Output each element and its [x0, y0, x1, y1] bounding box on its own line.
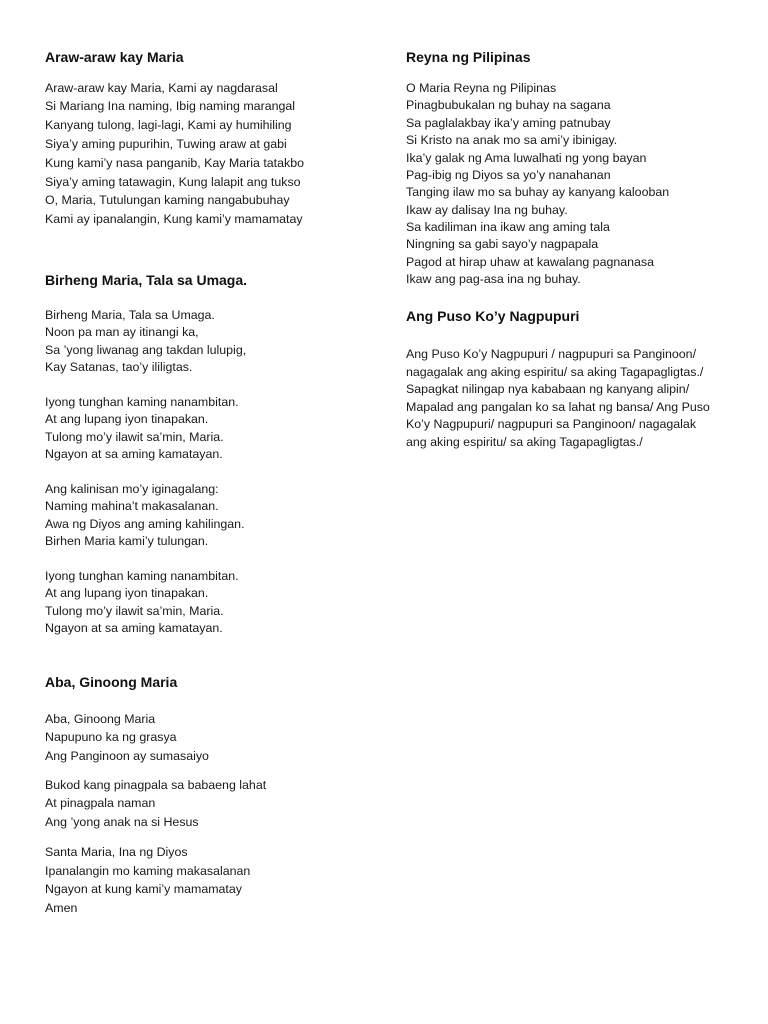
verse-line: Awa ng Diyos ang aming kahilingan. [45, 517, 245, 531]
section-title-araw-araw: Araw-araw kay Maria [45, 49, 184, 65]
verse-line: Si Kristo na anak mo sa ami’y ibinigay. [406, 133, 618, 147]
verse-line: Kanyang tulong, lagi-lagi, Kami ay humihiling [45, 118, 292, 132]
verse-line: Napupuno ka ng grasya [45, 730, 177, 744]
section-title-ang-puso-koy-nagpupuri: Ang Puso Ko’y Nagpupuri [406, 308, 580, 324]
verse-line: Ika’y galak ng Ama luwalhati ng yong bayan [406, 151, 647, 165]
verse-line: Sa paglalakbay ika’y aming patnubay [406, 116, 611, 130]
verse-line: Ikaw ang pag-asa ina ng buhay. [406, 272, 581, 286]
verse-line: Tulong mo’y ilawit sa’min, Maria. [45, 604, 224, 618]
verse-line: Aba, Ginoong Maria [45, 712, 156, 726]
verse-line: Tulong mo’y ilawit sa’min, Maria. [45, 430, 224, 444]
verse-line: Ang ’yong anak na si Hesus [45, 815, 199, 829]
hymn-paragraph: Ang Puso Ko’y Nagpupuri / nagpupuri sa Panginoon/ nagagalak ang aking espiritu/ sa aking Tagapagligtas./ Sapagkat nilingap nya kababaan ng kanyang alipin/ Mapalad ang pangalan ko sa lahat ng bansa/ Ang Puso Ko’y Nagpupuri/ nagpupuri sa Panginoon/ nagagalak ang aking espiritu/ sa aking Tagapagligtas./ [406, 347, 710, 449]
verse-line: Siya’y aming pupurihin, Tuwing araw at gabi [45, 137, 287, 151]
section-title-aba-ginoong-maria: Aba, Ginoong Maria [45, 674, 178, 690]
verse-line: Pagod at hirap uhaw at kawalang pagnanasa [406, 255, 655, 269]
verse-line: Naming mahina’t makasalanan. [45, 499, 219, 513]
verse-line: Ang Panginoon ay sumasaiyo [45, 749, 209, 763]
verse-line: Ngayon at kung kami’y mamamatay [45, 882, 242, 896]
verse-line: Araw-araw kay Maria, Kami ay nagdarasal [45, 81, 278, 95]
verse-line: Iyong tunghan kaming nanambitan. [45, 395, 239, 409]
verse-line: At ang lupang iyon tinapakan. [45, 412, 209, 426]
verse-line: Bukod kang pinagpala sa babaeng lahat [45, 778, 267, 792]
section-title-birheng-maria: Birheng Maria, Tala sa Umaga. [45, 272, 248, 288]
verse-line: Kung kami’y nasa panganib, Kay Maria tatakbo [45, 156, 304, 170]
verse-line: Ningning sa gabi sayo’y nagpapala [406, 237, 599, 251]
verse-line: Pinagbubukalan ng buhay na sagana [406, 98, 611, 112]
verse-line: Santa Maria, Ina ng Diyos [45, 845, 188, 859]
verse-line: Tanging ilaw mo sa buhay ay kanyang kalooban [406, 185, 670, 199]
verse-line: Sa ’yong liwanag ang takdan lulupig, [45, 343, 247, 357]
verse-line: Ngayon at sa aming kamatayan. [45, 447, 223, 461]
verse-line: At pinagpala naman [45, 796, 156, 810]
verse-line: Ikaw ay dalisay Ina ng buhay. [406, 203, 568, 217]
verse-line: O Maria Reyna ng Pilipinas [406, 81, 557, 95]
verse-line: At ang lupang iyon tinapakan. [45, 586, 209, 600]
verse-line: Kami ay ipanalangin, Kung kami’y mamamatay [45, 212, 303, 226]
verse-line: Ang kalinisan mo’y iginagalang: [45, 482, 219, 496]
verse-line: Si Mariang Ina naming, Ibig naming marangal [45, 99, 296, 113]
verse-line: Kay Satanas, tao’y ililigtas. [45, 360, 193, 374]
verse-line: Amen [45, 901, 78, 915]
verse-line: Ipanalangin mo kaming makasalanan [45, 864, 251, 878]
verse-line: Siya’y aming tatawagin, Kung lalapit ang tukso [45, 175, 301, 189]
verse-line: Ngayon at sa aming kamatayan. [45, 621, 223, 635]
verse-line: Pag-ibig ng Diyos sa yo’y nanahanan [406, 168, 611, 182]
verse-line: Birheng Maria, Tala sa Umaga. [45, 308, 215, 322]
verse-line: Sa kadiliman ina ikaw ang aming tala [406, 220, 610, 234]
verse-line: Birhen Maria kami’y tulungan. [45, 534, 209, 548]
verse-line: O, Maria, Tutulungan kaming nangabubuhay [45, 193, 290, 207]
verse-line: Iyong tunghan kaming nanambitan. [45, 569, 239, 583]
section-title-reyna-ng-pilipinas: Reyna ng Pilipinas [406, 49, 531, 65]
verse-line: Noon pa man ay itinangi ka, [45, 325, 199, 339]
